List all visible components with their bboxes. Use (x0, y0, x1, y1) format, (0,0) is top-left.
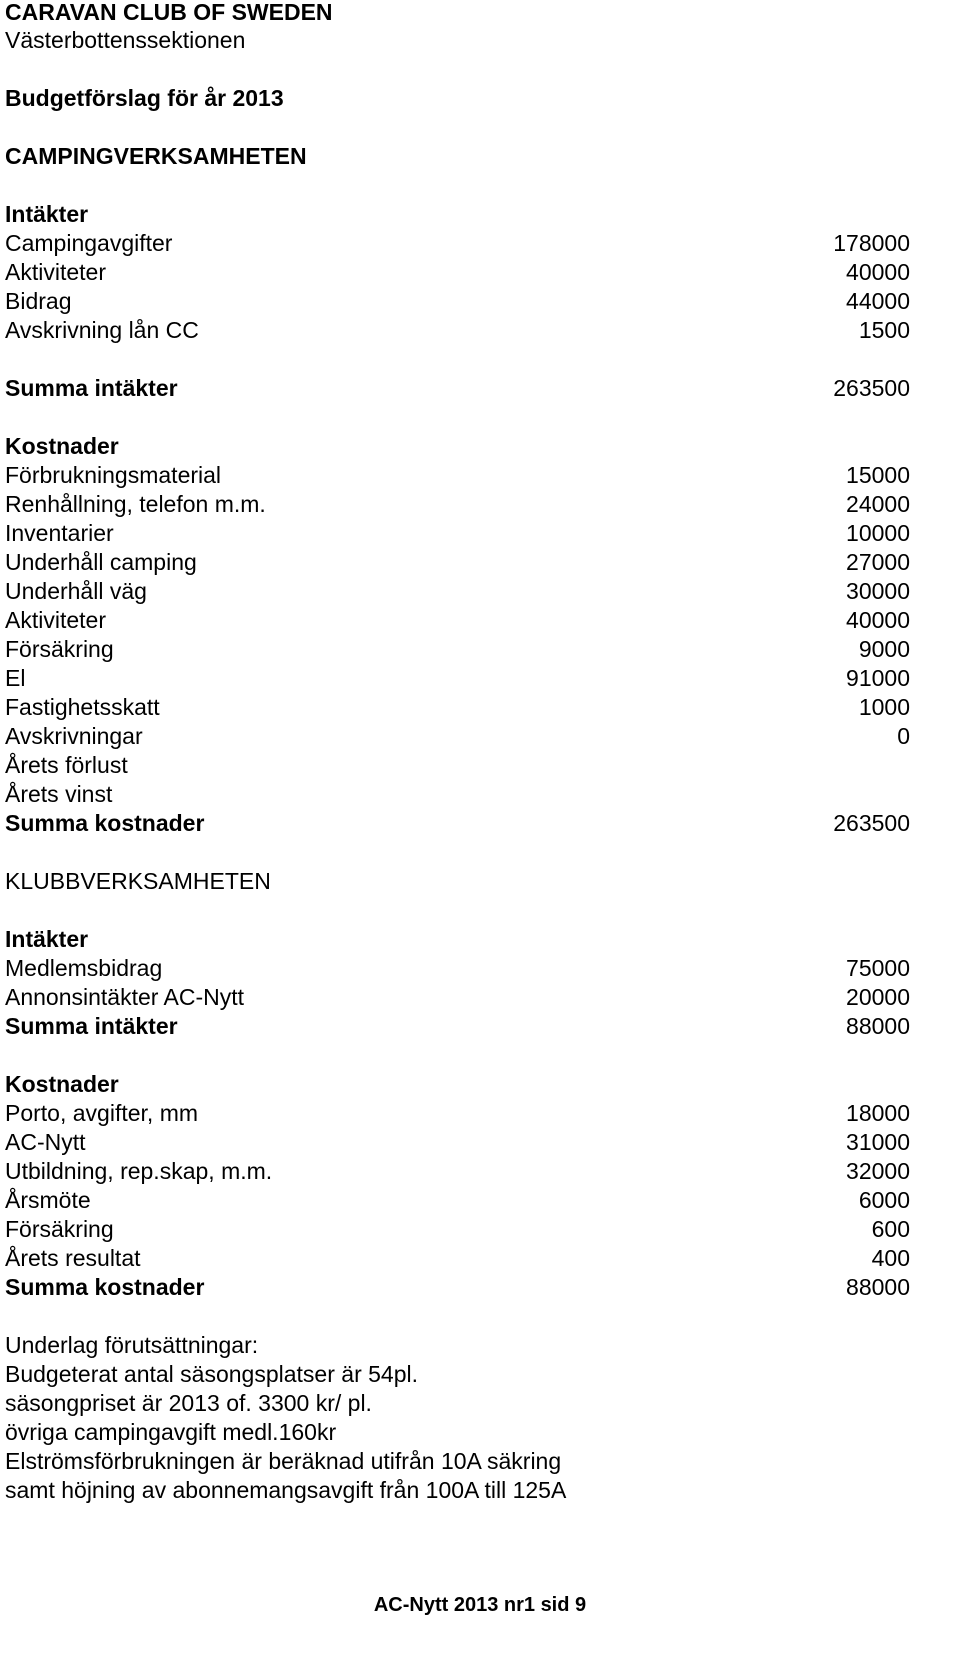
notes-line: säsongpriset är 2013 of. 3300 kr/ pl. (5, 1390, 372, 1416)
camping-cost-row: El 91000 (5, 665, 910, 691)
club-income-row: Annonsintäkter AC-Nytt 20000 (5, 984, 910, 1010)
club-heading: KLUBBVERKSAMHETEN (5, 868, 271, 894)
club-income-total: Summa intäkter 88000 (5, 1013, 910, 1039)
camping-heading: CAMPINGVERKSAMHETEN (5, 143, 307, 169)
camping-cost-row: Förbrukningsmaterial 15000 (5, 462, 910, 488)
notes-heading: Underlag förutsättningar: (5, 1332, 259, 1358)
camping-cost-row: Underhåll camping 27000 (5, 549, 910, 575)
notes-line: Elströmsförbrukningen är beräknad utifrån 10A säkring (5, 1448, 562, 1474)
camping-income-row: Bidrag 44000 (5, 288, 910, 314)
camping-costs-heading: Kostnader (5, 433, 119, 459)
org-name: CARAVAN CLUB OF SWEDEN (5, 0, 333, 25)
camping-costs-total: Summa kostnader 263500 (5, 810, 910, 836)
camping-cost-row: Inventarier 10000 (5, 520, 910, 546)
camping-cost-row: Försäkring 9000 (5, 636, 910, 662)
notes-line: Budgeterat antal säsongsplatser är 54pl. (5, 1361, 418, 1387)
notes-line: samt höjning av abonnemangsavgift från 100A till 125A (5, 1477, 567, 1503)
club-cost-row: Försäkring 600 (5, 1216, 910, 1242)
notes-line: övriga campingavgift medl.160kr (5, 1419, 337, 1445)
page-footer: AC-Nytt 2013 nr1 sid 9 (373, 1594, 587, 1616)
club-cost-row: Porto, avgifter, mm 18000 (5, 1100, 910, 1126)
camping-income-heading: Intäkter (5, 201, 89, 227)
club-cost-row: Årsmöte 6000 (5, 1187, 910, 1213)
club-cost-row: Utbildning, rep.skap, m.m. 32000 (5, 1158, 910, 1184)
camping-cost-row: Årets vinst (5, 781, 113, 807)
camping-cost-row: Fastighetsskatt 1000 (5, 694, 910, 720)
camping-cost-row: Underhåll väg 30000 (5, 578, 910, 604)
camping-cost-row: Årets förlust (5, 752, 128, 778)
camping-cost-row: Renhållning, telefon m.m. 24000 (5, 491, 910, 517)
club-income-heading: Intäkter (5, 926, 89, 952)
club-cost-row: AC-Nytt 31000 (5, 1129, 910, 1155)
camping-cost-row: Avskrivningar 0 (5, 723, 910, 749)
camping-income-row: Campingavgifter 178000 (5, 230, 910, 256)
club-costs-total: Summa kostnader 88000 (5, 1274, 910, 1300)
section-name: Västerbottenssektionen (5, 27, 246, 53)
club-income-row: Medlemsbidrag 75000 (5, 955, 910, 981)
camping-income-total: Summa intäkter 263500 (5, 375, 910, 401)
camping-cost-row: Aktiviteter 40000 (5, 607, 910, 633)
camping-income-row: Avskrivning lån CC 1500 (5, 317, 910, 343)
page-title: Budgetförslag för år 2013 (5, 85, 284, 111)
camping-income-row: Aktiviteter 40000 (5, 259, 910, 285)
club-cost-row: Årets resultat 400 (5, 1245, 910, 1271)
club-costs-heading: Kostnader (5, 1071, 119, 1097)
